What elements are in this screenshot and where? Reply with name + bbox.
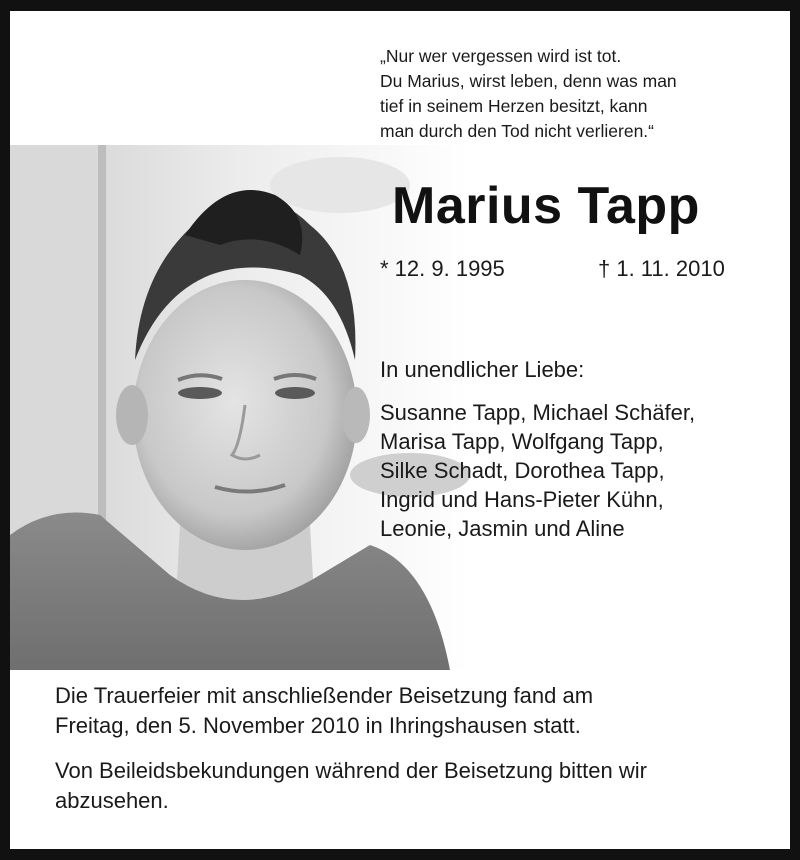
condolence-request <box>55 756 755 816</box>
mourner-line: Silke Schadt, Dorothea Tapp, <box>380 458 665 483</box>
mourner-line: Ingrid und Hans-Pieter Kühn, <box>380 487 664 512</box>
request-line: abzusehen. <box>55 788 169 813</box>
mourner-line: Susanne Tapp, Michael Schäfer, <box>380 400 696 425</box>
mourner-line: Leonie, Jasmin und Aline <box>380 516 625 541</box>
death-date: † 1. 11. 2010 <box>598 256 725 281</box>
quote-line: „Nur wer vergessen wird ist tot. <box>380 46 622 66</box>
mourners-heading: In unendlicher Liebe: <box>380 357 585 382</box>
memorial-quote <box>380 44 677 144</box>
quote-line: man durch den Tod nicht verlieren.“ <box>380 121 654 141</box>
quote-line: Du Marius, wirst leben, denn was man <box>380 71 677 91</box>
deceased-name: Marius Tapp <box>392 177 700 235</box>
notice-line: Freitag, den 5. November 2010 in Ihringshausen statt. <box>55 713 581 738</box>
mourner-line: Marisa Tapp, Wolfgang Tapp, <box>380 429 664 454</box>
mourners-list <box>380 398 695 543</box>
notice-line: Die Trauerfeier mit anschließender Beisetzung fand am <box>55 683 594 708</box>
funeral-notice <box>55 681 755 741</box>
birth-date: * 12. 9. 1995 <box>380 256 505 281</box>
quote-line: tief in seinem Herzen besitzt, kann <box>380 96 648 116</box>
request-line: Von Beileidsbekundungen während der Beisetzung bitten wir <box>55 758 647 783</box>
